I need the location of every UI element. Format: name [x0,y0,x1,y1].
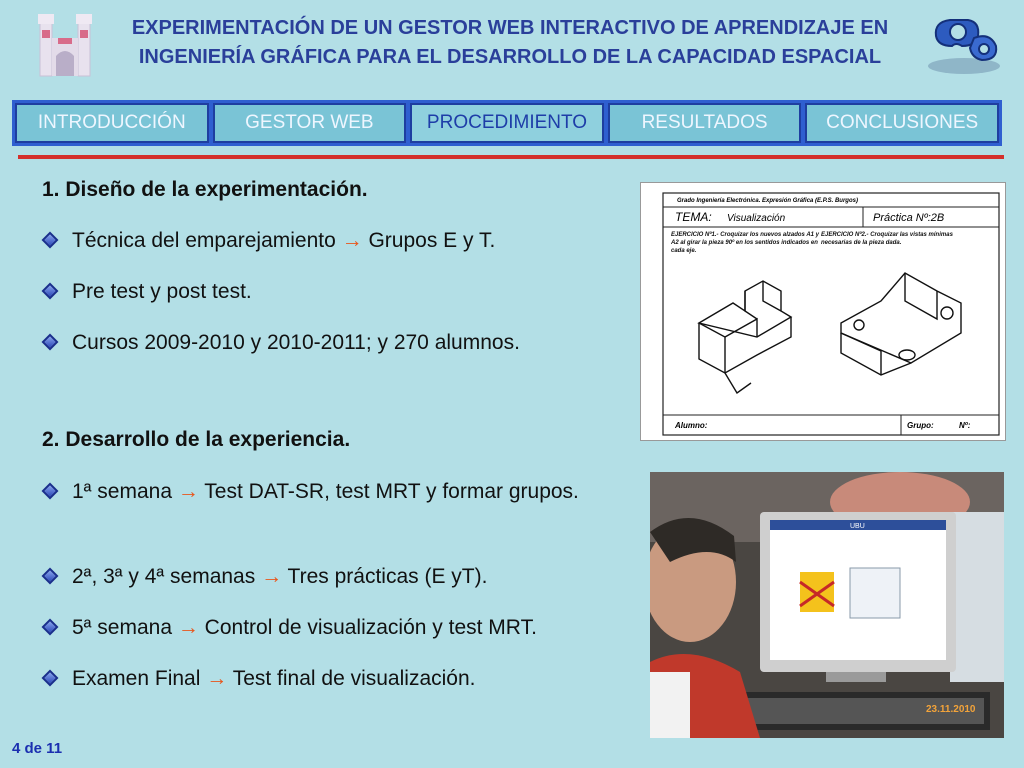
section-2-title: 2. Desarrollo de la experiencia. [42,428,351,451]
list-item: 1ª semana → Test DAT-SR, test MRT y formar grupos. [42,477,622,507]
tab-resultados[interactable]: RESULTADOS [608,103,802,143]
worksheet-grupo: Grupo: [907,421,934,430]
list-item: 5ª semana → Control de visualización y test MRT. [42,613,622,643]
worksheet-tema-label: TEMA: [675,210,712,224]
tab-gestor-web[interactable]: GESTOR WEB [213,103,407,143]
diamond-bullet-icon [42,568,59,585]
university-logo-left [36,8,94,80]
worksheet-exercise-2: EJERCICIO Nº2.- Croquizar las vistas mínimas necesarias de la pieza dada. [821,232,953,246]
list-item: Pre test y post test. [42,277,622,307]
worksheet-exercise-1: EJERCICIO Nº1.- Croquizar los nuevos alzados A1 y A2 al girar la pieza 90º en los sentidos indicados en cada eje. [671,232,820,254]
tab-conclusiones[interactable]: CONCLUSIONES [805,103,999,143]
worksheet-numero: Nº: [959,421,971,430]
diamond-bullet-icon [42,670,59,687]
worksheet-alumno: Alumno: [675,421,708,430]
arrow-icon: → [341,229,363,252]
worksheet-tema-value: Visualización [727,213,786,224]
arrow-icon: → [177,480,199,503]
page-title [100,14,920,72]
page-number: 4 de 11 [12,740,63,757]
photo-timestamp: 23.11.2010 [926,704,976,715]
title-line-2: INGENIERÍA GRÁFICA PARA EL DESARROLLO DE LA CAPACIDAD ESPACIAL [138,46,882,68]
isometric-piece-2 [841,273,961,375]
diamond-bullet-icon [42,232,59,249]
arrow-icon: → [206,667,228,690]
top-navigation [12,100,1002,146]
worksheet-image [640,182,1006,441]
list-item: 2ª, 3ª y 4ª semanas → Tres prácticas (E yT). [42,562,622,592]
list-item: Examen Final → Test final de visualización. [42,664,622,694]
list-item: Técnica del emparejamiento → Grupos E y T. [42,226,622,256]
arrow-icon: → [261,565,283,588]
classroom-photo [650,472,1004,738]
tab-introduccion[interactable]: INTRODUCCIÓN [15,103,209,143]
divider-line [18,155,1004,159]
screen-header-text: UBU [850,523,865,530]
arrow-icon: → [177,616,199,639]
worksheet-header: Grado Ingeniería Electrónica. Expresión Gráfica (E.P.S. Burgos) [677,198,858,204]
diamond-bullet-icon [42,283,59,300]
tab-procedimiento[interactable]: PROCEDIMIENTO [410,103,604,143]
worksheet-practica: Práctica Nº:2B [873,212,945,224]
diamond-bullet-icon [42,619,59,636]
list-item: Cursos 2009-2010 y 2010-2011; y 270 alumnos. [42,328,622,358]
diamond-bullet-icon [42,334,59,351]
department-logo-right [924,12,1004,76]
section-1-title: 1. Diseño de la experimentación. [42,178,368,201]
isometric-piece-1 [699,281,791,393]
diamond-bullet-icon [42,483,59,500]
title-line-1: EXPERIMENTACIÓN DE UN GESTOR WEB INTERACTIVO DE APRENDIZAJE EN [131,17,889,39]
